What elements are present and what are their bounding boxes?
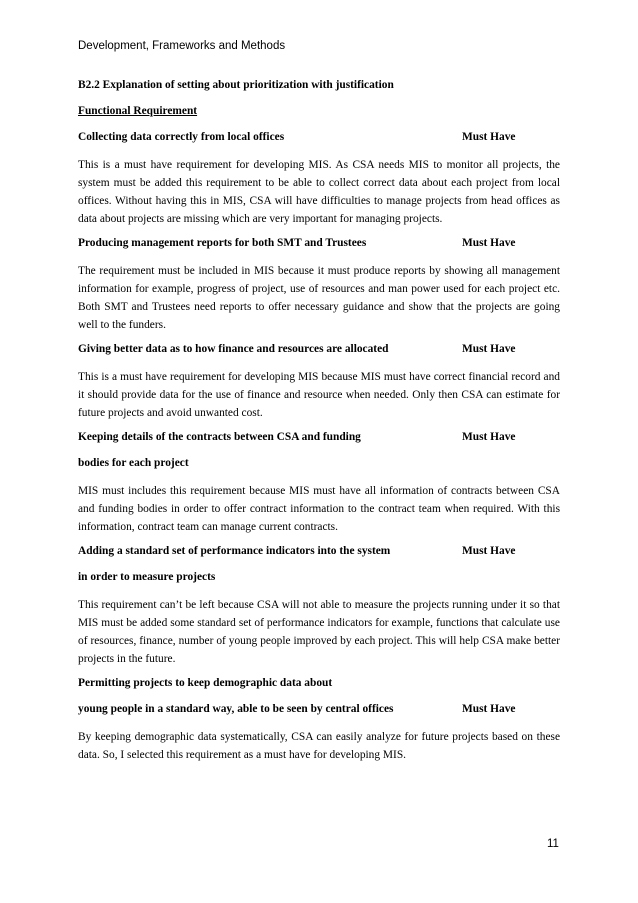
requirement-priority: Must Have: [462, 545, 516, 557]
page-content: [78, 78, 560, 772]
requirement-body: By keeping demographic data systematically, CSA can easily analyze for future projects based on these data. So, I selected this requirement as a must have for developing MIS.: [78, 731, 560, 761]
requirement-title: Keeping details of the contracts between CSA and funding: [78, 431, 361, 443]
subsection-title: Functional Requirement: [78, 105, 198, 117]
requirement-heading: [78, 702, 560, 716]
requirement-title: Producing management reports for both SMT and Trustees: [78, 237, 367, 249]
requirement-title: Adding a standard set of performance indicators into the system: [78, 545, 391, 557]
requirement-body: This requirement can’t be left because CSA will not able to measure the projects running under it so that MIS must be added some standard set of performance indicators for example, functions that calculate use of resources, finance, number of young people improved by each project. This will help CSA make better projects in the future.: [78, 599, 560, 665]
requirement-heading: [78, 430, 560, 444]
requirement-body: This is a must have requirement for developing MIS. As CSA needs MIS to monitor all projects, the system must be added this requirement to be able to collect correct data about each project from local offices. Without having this in MIS, CSA will have difficulties to manage projects from head offices as data about projects are missing which are very important for managing projects.: [78, 159, 560, 225]
requirement-priority: Must Have: [462, 703, 516, 715]
requirement-priority: Must Have: [462, 131, 516, 143]
requirement-priority: Must Have: [462, 237, 516, 249]
requirement-body: This is a must have requirement for developing MIS because MIS must have correct financial record and it should provide data for the use of finance and resource when needed. Only then CSA can estimate for future projects and avoid unwanted cost.: [78, 371, 560, 419]
requirement-heading: [78, 544, 560, 558]
requirement-title: Collecting data correctly from local offices: [78, 131, 285, 143]
requirement-heading: [78, 342, 560, 356]
requirement-heading: [78, 130, 560, 144]
page-header: Development, Frameworks and Methods: [78, 40, 286, 52]
requirement-title-prefix: Permitting projects to keep demographic data about: [78, 677, 333, 689]
requirement-priority: Must Have: [462, 343, 516, 355]
requirement-title-continued: in order to measure projects: [78, 571, 216, 583]
requirement-title-continued: bodies for each project: [78, 457, 189, 469]
requirement-title: Giving better data as to how finance and resources are allocated: [78, 343, 389, 355]
section-title: B2.2 Explanation of setting about prioritization with justification: [78, 79, 394, 91]
requirement-heading: [78, 236, 560, 250]
page-number: 11: [547, 838, 559, 850]
requirement-body: MIS must includes this requirement because MIS must have all information of contracts between CSA and funding bodies in order to offer contract information to the contract team when required. With this information, contract team can manage current contracts.: [78, 485, 560, 533]
requirement-body: The requirement must be included in MIS because it must produce reports by showing all management information for example, progress of project, use of resources and man power used for each project etc. Both SMT and Trustees need reports to offer necessary guidance and show that the projects are going well to the funders.: [78, 265, 560, 331]
requirement-priority: Must Have: [462, 431, 516, 443]
requirement-title: young people in a standard way, able to be seen by central offices: [78, 703, 394, 715]
